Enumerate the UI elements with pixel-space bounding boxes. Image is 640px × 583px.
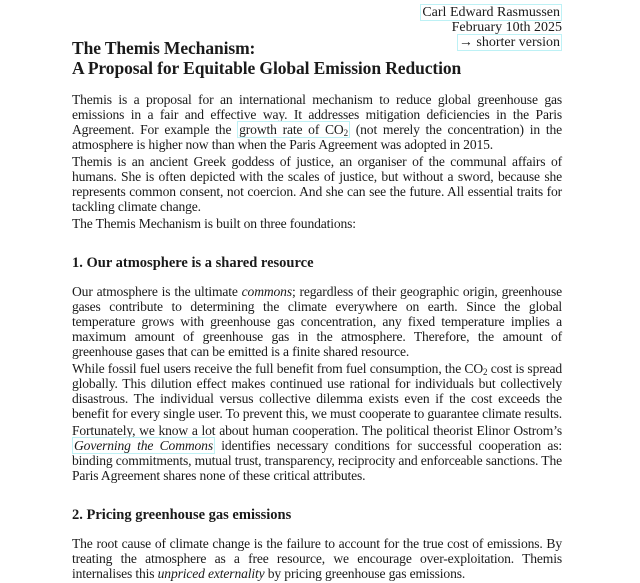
subscript: 2 [483,367,488,377]
emphasis: commons [241,284,292,299]
intro-paragraph-3: The Themis Mechanism is built on three foundations: [72,216,356,231]
section-1-paragraph-3 [72,423,562,483]
text: The root cause of climate change is the failure to account for the true cost of emissions. By treating the atmosphere as a free resource, we encourage over-exploitation. Themis internalises this [72,536,562,581]
section-1-heading: 1. Our atmosphere is a shared resource [72,255,314,271]
text: Fortunately, we know a lot about human cooperation. The political theorist Elinor Ostrom’s [72,423,562,438]
subscript: 2 [343,128,348,138]
text: by pricing greenhouse gas emissions. [264,566,466,581]
text: (not merely the concentration) in the atmosphere is higher now than when the Paris Agreement was adopted in 2015. [72,122,562,152]
text: While fossil fuel users receive the full benefit from fuel consumption, the CO [72,361,483,376]
publication-date: February 10th 2025 [451,20,562,35]
text: ; regardless of their geographic origin, greenhouse gases contribute to determining the climate everywhere on earth. Since the global temperature grows with greenhouse gas concentration, any fixed temperature implies a maximum amount of greenhouse gas in the atmosphere. Therefore, the amount of greenhouse gases that can be emitted is a finite shared resource. [72,284,562,359]
title-line-1: The Themis Mechanism: [72,38,256,58]
text: identifies necessary conditions for successful cooperation as: binding commitments, mutual trust, transparency, reciprocity and enforceable sanctions. The Paris Agreement shares none of these critical attributes. [72,438,562,483]
shorter-version-link[interactable]: → shorter version [458,35,560,50]
link-text: growth rate of CO [239,122,344,137]
page-title [72,38,461,78]
intro-paragraph-2: Themis is an ancient Greek goddess of justice, an organiser of the communal affairs of humans. She is often depicted with the scales of justice, but without a sword, because she represents common consent, not coercion. And she can see the future. All essential traits for tackling climate change. [72,154,562,214]
emphasis: unpriced externality [157,566,265,581]
text: Themis is a proposal for an international mechanism to reduce global greenhouse gas emissions in a fair and effective way. It addresses mitigation deficiencies in the Paris Agreement. For example the [72,92,562,137]
author-link[interactable]: Carl Edward Rasmussen [422,5,560,20]
co2-growth-rate-link[interactable] [237,121,350,138]
section-1-paragraph-1 [72,284,562,359]
intro-paragraph-1 [72,92,562,152]
text: cost is spread globally. This dilution effect makes continued use rational for individuals but collectively disastrous. The individual versus collective dilemma exists even if the cost exceeds the benefit for every single user. To prevent this, we must cooperate to guarantee climate results. [72,361,563,421]
article-body [72,92,562,583]
text: Our atmosphere is the ultimate [72,284,242,299]
section-2-paragraph-1 [72,536,562,581]
section-1-paragraph-2 [72,361,562,421]
title-line-2: A Proposal for Equitable Global Emission Reduction [72,58,462,78]
section-2-heading: 2. Pricing greenhouse gas emissions [72,507,292,523]
governing-the-commons-link[interactable]: Governing the Commons [74,438,213,453]
